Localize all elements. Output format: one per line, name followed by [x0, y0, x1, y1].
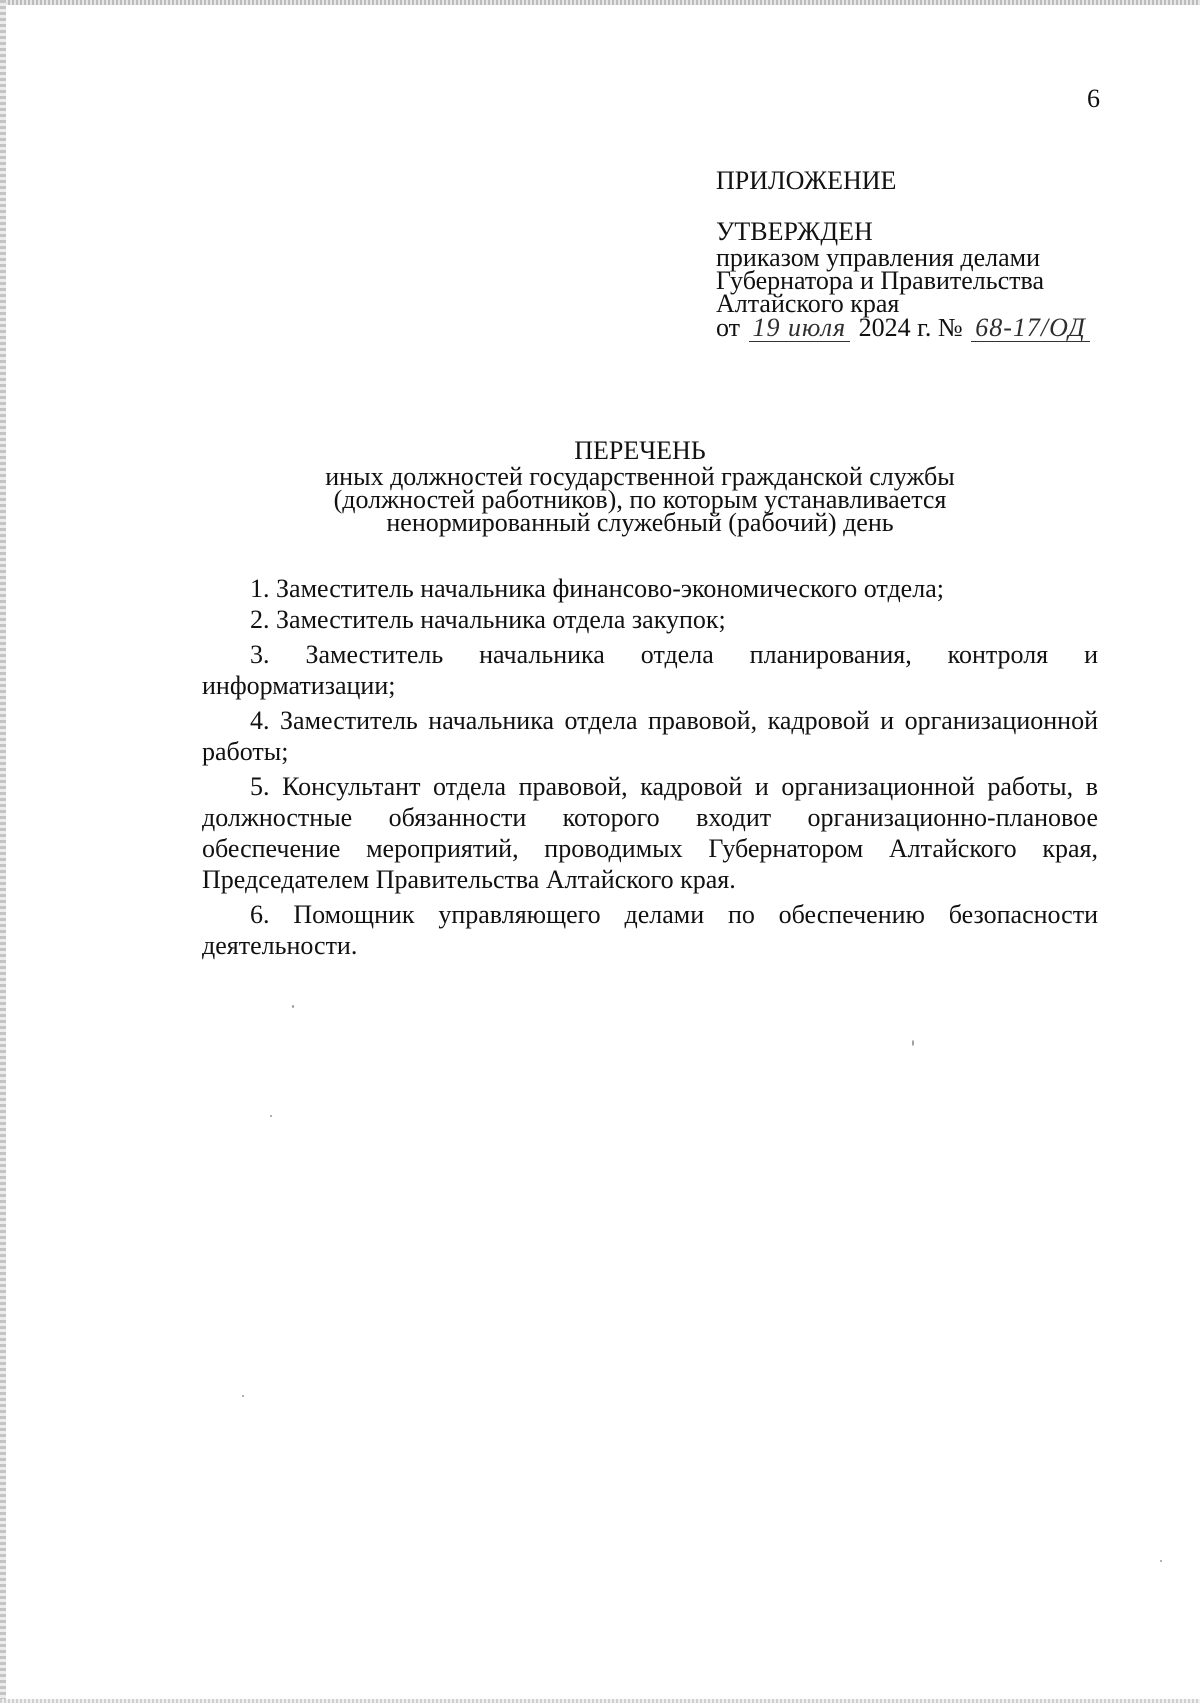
document-title — [190, 436, 1090, 537]
handwritten-order-number: 68-17/ОД — [971, 315, 1090, 342]
list-item: 1. Заместитель начальника финансово-экономического отдела; — [250, 574, 944, 603]
scan-speck — [1160, 1560, 1162, 1562]
order-prefix: от — [716, 313, 741, 342]
approval-authority-line: Губернатора и Правительства — [716, 266, 1044, 295]
appendix-label: ПРИЛОЖЕНИЕ — [716, 166, 897, 195]
title-line: (должностей работников), по которым устанавливается — [333, 485, 947, 514]
list-item: 4. Заместитель начальника отдела правовой, кадровой и организационной работы; — [202, 706, 1098, 766]
approved-label: УТВЕРЖДЕН — [716, 217, 873, 246]
positions-list — [202, 573, 1098, 961]
scan-edge-top — [0, 0, 1200, 5]
scan-speck — [292, 1005, 294, 1008]
approval-authority-line: Алтайского края — [716, 289, 900, 318]
title-main: ПЕРЕЧЕНЬ — [574, 436, 706, 465]
list-item: 5. Консультант отдела правовой, кадровой и организационной работы, в должностные обязанности которого входит организационно-плановое обеспечение мероприятий, проводимых Губернатором Алтайского края, Председателем Правительства Алтайского края. — [202, 772, 1098, 894]
handwritten-date: 19 июля — [749, 315, 851, 342]
page-number: 6 — [1087, 84, 1100, 113]
list-item: 2. Заместитель начальника отдела закупок; — [250, 605, 726, 634]
scan-speck — [270, 1115, 272, 1117]
order-year-text: 2024 г. № — [858, 313, 963, 342]
scan-edge-bottom — [0, 1699, 1200, 1703]
list-item: 3. Заместитель начальника отдела планирования, контроля и информатизации; — [202, 640, 1098, 700]
scan-edge-left — [0, 0, 6, 1703]
approval-authority-line: приказом управления делами — [716, 243, 1041, 272]
title-line: иных должностей государственной гражданской службы — [325, 462, 955, 491]
approval-header — [716, 166, 1136, 342]
title-line: ненормированный служебный (рабочий) день — [386, 508, 894, 537]
scan-speck — [242, 1395, 244, 1397]
scan-speck — [912, 1040, 914, 1046]
order-date-number-line — [716, 315, 1136, 342]
list-item: 6. Помощник управляющего делами по обеспечению безопасности деятельности. — [202, 900, 1098, 960]
